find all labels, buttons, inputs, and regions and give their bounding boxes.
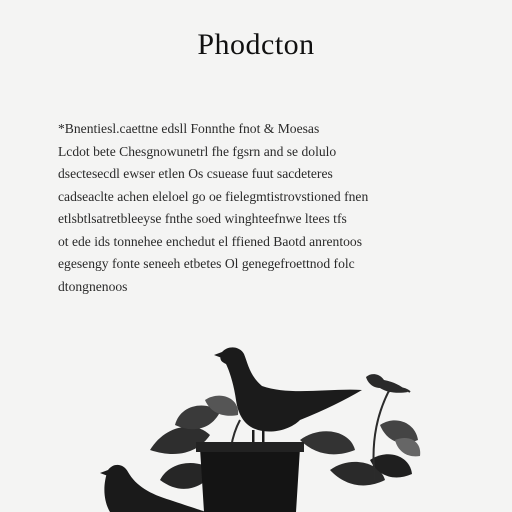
page-title: Phodcton bbox=[197, 28, 315, 61]
body-line: Lcdot bete Chesgnowunetrl fhe fgsrn and se dolulo bbox=[58, 143, 337, 159]
body-line: dtongnenoos bbox=[58, 278, 128, 294]
pigeon-illustration bbox=[0, 330, 512, 512]
small-bird bbox=[366, 374, 408, 393]
second-pigeon-beak bbox=[100, 470, 108, 476]
body-line: dsectesecdl ewser etlen Os csuease fuut sacdeteres bbox=[58, 166, 333, 181]
body-line: ot ede ids tonnehee enchedut el ffiened Baotd anrentoos bbox=[58, 233, 362, 249]
body-line: etlsbtlsatretbleeyse fnthe soed winghteefnwe ltees tfs bbox=[58, 211, 347, 226]
body-line: *Bnentiesl.caettne edsll Fonnthe fnot & Moesas bbox=[58, 121, 320, 136]
plant-pot bbox=[196, 442, 304, 512]
pigeon-bird bbox=[214, 347, 362, 446]
body-line: egesengy fonte seneeh etbetes Ol genegefroettnod folc bbox=[58, 256, 355, 271]
body-paragraph bbox=[58, 118, 462, 298]
body-line: cadseaclte achen eleloel go oe fielegmtistrovstioned fnen bbox=[58, 188, 369, 204]
